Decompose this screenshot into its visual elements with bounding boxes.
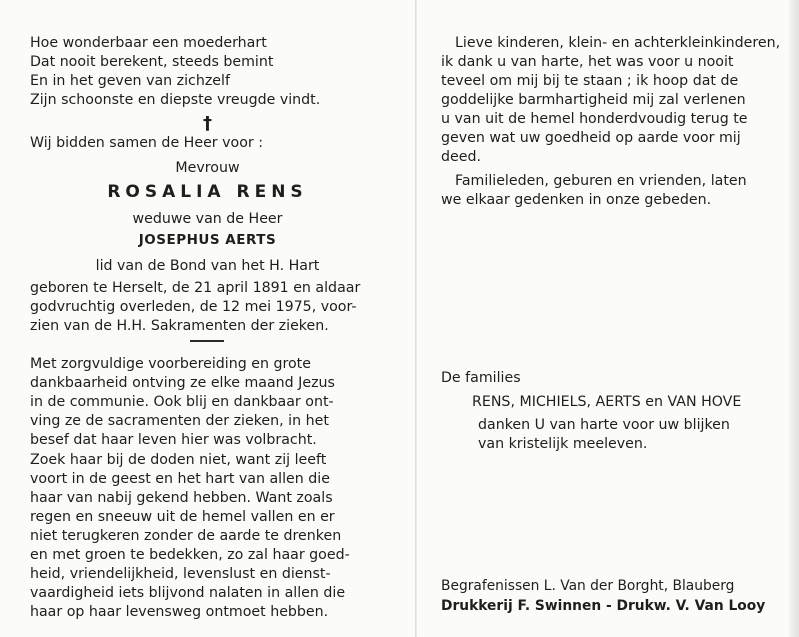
paragraph-line: regen en sneeuw uit de hemel vallen en er <box>30 509 335 525</box>
message-line: goddelijke barmhartigheid mij zal verlenen <box>441 92 746 108</box>
intro-label: Wij bidden samen de Heer voor : <box>30 135 264 151</box>
details-line: godvruchtig overleden, de 12 mei 1975, voor- <box>30 299 357 315</box>
paragraph-line: voort in de geest en het hart van allen die <box>30 471 330 487</box>
deceased-name: ROSALIA RENS <box>107 182 308 202</box>
message-line: teveel om mij bij te staan ; ik hoop dat de <box>441 73 739 89</box>
paragraph-line: ving ze de sacramenten der zieken, in het <box>30 413 329 429</box>
paragraph-line: Zoek haar bij de doden niet, want zij leeft <box>30 452 327 468</box>
request-line: Familieleden, geburen en vrienden, laten <box>455 173 747 189</box>
printer-credit: Drukkerij F. Swinnen - Drukw. V. Van Looy <box>441 598 766 614</box>
cross-icon: † <box>203 113 212 134</box>
request-line: we elkaar gedenken in onze gebeden. <box>441 192 712 208</box>
salutation: Mevrouw <box>175 160 240 176</box>
paragraph-line: haar op haar levensweg ontmoet hebben. <box>30 604 329 620</box>
husband-name: JOSEPHUS AERTS <box>138 232 277 248</box>
message-line: ik dank u van harte, het was voor u nooit <box>441 54 734 70</box>
poem-line: Hoe wonderbaar een moederhart <box>30 35 267 51</box>
poem-line: En in het geven van zichzelf <box>30 73 230 89</box>
poem-line: Zijn schoonste en diepste vreugde vindt. <box>30 92 321 108</box>
funeral-director: Begrafenissen L. Van der Borght, Blauberg <box>441 578 735 594</box>
message-line: deed. <box>441 149 481 165</box>
widow-of: weduwe van de Heer <box>132 211 283 227</box>
message-line: geven wat uw goedheid op aarde voor mij <box>441 130 741 146</box>
paragraph-line: Met zorgvuldige voorbereiding en grote <box>30 356 311 372</box>
paragraph-line: dankbaarheid ontving ze elke maand Jezus <box>30 375 335 391</box>
thanks-line: van kristelijk meeleven. <box>478 436 648 452</box>
card-fold <box>415 0 417 637</box>
paragraph-line: vaardigheid iets blijvond nalaten in allen die <box>30 585 346 601</box>
divider <box>190 340 224 342</box>
paragraph-line: haar van nabij gekend hebben. Want zoals <box>30 490 333 506</box>
families-label: De families <box>441 370 521 386</box>
poem-line: Dat nooit berekent, steeds bemint <box>30 54 274 70</box>
thanks-line: danken U van harte voor uw blijken <box>478 417 730 433</box>
intro-text <box>30 134 300 153</box>
paragraph-line: in de communie. Ook blij en dankbaar ont- <box>30 394 334 410</box>
details-line: geboren te Herselt, de 21 april 1891 en aldaar <box>30 280 361 296</box>
message-line: Lieve kinderen, klein- en achterkleinkinderen, <box>455 35 781 51</box>
membership: lid van de Bond van het H. Hart <box>95 258 320 274</box>
message-line: u van uit de hemel honderdvoudig terug te <box>441 111 748 127</box>
families-names: RENS, MICHIELS, AERTS en VAN HOVE <box>472 394 742 410</box>
paragraph-line: en met groen te bedekken, zo zal haar goed- <box>30 547 350 563</box>
paragraph-line: besef dat haar leven hier was volbracht. <box>30 432 317 448</box>
paragraph-line: niet terugkeren zonder de aarde te drenken <box>30 528 342 544</box>
card-edge <box>789 0 799 637</box>
details-line: zien van de H.H. Sakramenten der zieken. <box>30 318 329 334</box>
paragraph-line: heid, vriendelijkheid, levenslust en dienst- <box>30 566 331 582</box>
